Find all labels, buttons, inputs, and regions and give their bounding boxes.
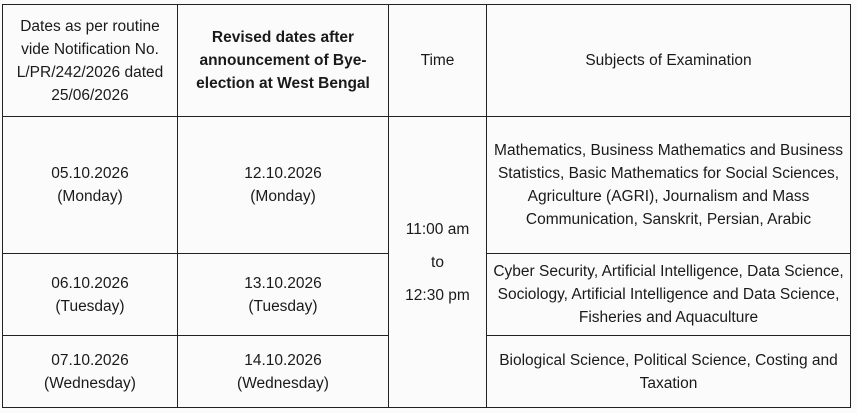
time-separator: to xyxy=(431,253,444,271)
subjects-cell: Mathematics, Business Mathematics and Business Statistics, Basic Mathematics for Social Sciences, Agriculture (AGRI), Journalism and Mass Communication, Sanskrit, Persian, Arabic xyxy=(487,117,851,254)
revised-date-cell xyxy=(178,117,389,254)
revised-date: 13.10.2026 xyxy=(244,274,322,292)
revised-day: (Wednesday) xyxy=(237,374,329,392)
revised-day: (Tuesday) xyxy=(248,297,318,315)
old-date: 05.10.2026 xyxy=(51,165,129,182)
header-old-dates: Dates as per routine vide Notification No. L/PR/242/2026 dated 25/06/2026 xyxy=(3,5,178,117)
old-date-cell xyxy=(3,254,178,336)
revised-day: (Monday) xyxy=(250,188,316,205)
time-cell xyxy=(389,117,487,408)
old-day: (Monday) xyxy=(57,188,123,205)
subjects-cell: Biological Science, Political Science, Costing and Taxation xyxy=(487,336,851,408)
revised-date-cell xyxy=(178,254,389,336)
table-row xyxy=(3,117,851,254)
old-date: 07.10.2026 xyxy=(51,351,129,369)
old-date-cell xyxy=(3,117,178,254)
time-start: 11:00 am xyxy=(405,220,470,238)
old-day: (Tuesday) xyxy=(55,297,125,315)
time-end: 12:30 pm xyxy=(405,286,470,304)
header-revised-dates: Revised dates after announcement of Bye-election at West Bengal xyxy=(178,5,389,117)
revised-date: 14.10.2026 xyxy=(244,351,322,369)
old-date: 06.10.2026 xyxy=(51,274,129,292)
revised-date-cell xyxy=(178,336,389,408)
revised-date: 12.10.2026 xyxy=(244,165,322,182)
old-day: (Wednesday) xyxy=(44,374,136,392)
old-date-cell xyxy=(3,336,178,408)
subjects-cell: Cyber Security, Artificial Intelligence, Data Science, Sociology, Artificial Intelligence and Data Science, Fisheries and Aquaculture xyxy=(487,254,851,336)
table-header-row xyxy=(3,5,851,117)
exam-schedule-table xyxy=(2,4,851,408)
header-subjects: Subjects of Examination xyxy=(487,5,851,117)
header-time: Time xyxy=(389,5,487,117)
